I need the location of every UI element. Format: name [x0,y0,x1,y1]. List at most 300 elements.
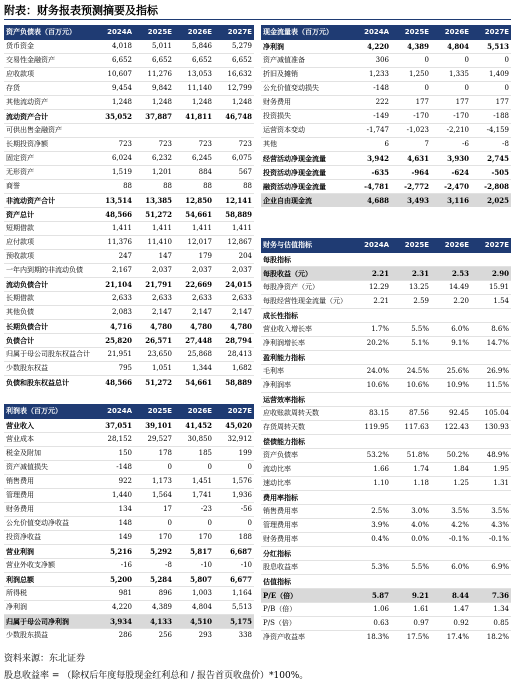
row-label: 管理费用率 [261,519,351,533]
value-cell: -10 [174,559,214,573]
row-label: 每股净资产（元） [261,281,351,295]
value-cell [431,253,471,267]
value-cell [471,547,511,561]
value-cell: 8.44 [431,589,471,603]
value-cell: 4,780 [174,320,214,334]
value-cell: 5,513 [471,40,511,54]
value-cell: 2,167 [94,264,134,278]
value-cell [391,435,431,449]
value-cell: -170 [391,110,431,124]
value-cell: 10,607 [94,68,134,82]
value-cell: 2.5% [351,505,391,519]
table-header-row [261,238,511,253]
row-label: 估值指标 [261,575,351,589]
value-cell: 3.9% [351,519,391,533]
row-label: 资产减值损失 [4,461,94,475]
value-cell: 4,220 [351,40,391,54]
value-cell: 2,633 [214,292,254,306]
row-label: 财务费用 [4,503,94,517]
row-label: 长期投资净额 [4,138,94,152]
value-cell: 6,677 [214,573,254,587]
value-cell: 6,687 [214,545,254,559]
value-cell: 0 [431,54,471,68]
table-row [261,180,511,194]
value-cell: 83.15 [351,407,391,421]
value-cell: 293 [198,631,212,639]
value-cell: 177 [471,96,511,110]
table-title-cell: 资产负债表（百万元） [4,25,94,40]
value-cell: 2,037 [214,264,254,278]
value-cell: 5,292 [134,545,174,559]
row-label: 短期借款 [4,222,94,236]
value-cell: 6,652 [174,54,214,68]
table-row [261,393,511,407]
year-header-cell: 2027E [471,238,511,253]
row-label: 净利润增长率 [261,337,351,351]
value-cell: 896 [134,587,174,601]
value-cell [391,393,431,407]
row-label: 一年内到期的非流动负债 [4,264,94,278]
value-cell: 13.25 [391,281,431,295]
value-cell: 48,566 [94,208,134,222]
value-cell: -149 [351,110,391,124]
value-cell: 2,083 [94,306,134,320]
value-cell: 26.9% [471,365,511,379]
value-cell: 1,248 [94,96,134,110]
value-cell: -188 [471,110,511,124]
value-cell: 5.1% [391,337,431,351]
value-cell: 177 [391,96,431,110]
value-cell: 23,650 [134,348,174,362]
value-cell: 24,015 [214,278,254,292]
value-cell: 6 [351,138,391,152]
value-cell: 15.91 [471,281,511,295]
table-row [4,629,254,643]
value-cell: 1,250 [391,68,431,82]
value-cell: 723 [174,138,214,152]
value-cell: 51,272 [134,208,174,222]
value-cell: 0.0% [391,533,431,547]
table-row [261,110,511,124]
value-cell: 58,889 [225,378,252,387]
value-cell: 48.9% [471,449,511,463]
table-row [4,138,254,152]
value-cell: -6 [431,138,471,152]
row-label: 偿债能力指标 [261,435,351,449]
table-row [261,309,511,323]
table-row [261,281,511,295]
table-row [4,559,254,573]
value-cell: 5.3% [351,561,391,575]
value-cell: 1,411 [134,222,174,236]
value-cell: -0.1% [471,533,511,547]
row-label: 流动比率 [261,463,351,477]
value-cell: 0.97 [391,617,431,631]
value-cell: 14.7% [471,337,511,351]
row-label: 其他 [261,138,351,152]
row-label: 毛利率 [261,365,351,379]
value-cell: 0 [391,54,431,68]
value-cell: 87.56 [391,407,431,421]
row-label: 公允价值变动净收益 [4,517,94,531]
row-label: 预收款项 [4,250,94,264]
row-label: 盈利能力指标 [261,351,351,365]
value-cell: 2.31 [391,267,431,281]
year-header-cell: 2024A [94,404,134,419]
value-cell: 147 [134,250,174,264]
value-cell: 5,279 [214,40,254,54]
value-cell: 2.21 [351,295,391,309]
value-cell: 0.85 [471,617,511,631]
value-cell: 21,791 [134,278,174,292]
table-row [261,421,511,435]
value-cell: 117.63 [391,421,431,435]
value-cell: 0.63 [351,617,391,631]
table-row [4,180,254,194]
value-cell: -4,159 [471,124,511,138]
value-cell: 21,104 [94,278,134,292]
value-cell: 41,811 [174,110,214,124]
value-cell: 5,846 [174,40,214,54]
table-row [4,503,254,517]
value-cell: 28,413 [214,348,254,362]
value-cell [391,351,431,365]
value-cell [431,547,471,561]
value-cell: 17.4% [446,633,469,641]
table-row [261,138,511,152]
row-label: 商誉 [4,180,94,194]
value-cell: 10.6% [351,379,391,393]
row-label: 存货周转天数 [261,421,351,435]
value-cell: 1.47 [431,603,471,617]
value-cell: 25.6% [431,365,471,379]
value-cell: -4,781 [351,180,391,194]
table-row [4,447,254,461]
value-cell [431,309,471,323]
value-cell: 37,051 [94,419,134,433]
value-cell: 2.59 [391,295,431,309]
value-cell: 5.5% [391,561,431,575]
row-label: 每股收益（元） [261,267,351,281]
value-cell: 1,682 [214,362,254,376]
value-cell: 4,018 [94,40,134,54]
row-label: 资产总计 [4,208,94,222]
row-label: 净利润 [261,40,351,54]
value-cell: 4,510 [174,615,214,629]
row-label: 长期负债合计 [4,320,94,334]
row-label: 投资损失 [261,110,351,124]
value-cell: 1,248 [214,96,254,110]
row-label: 营业成本 [4,433,94,447]
value-cell: -964 [391,166,431,180]
value-cell: 1,519 [94,166,134,180]
row-label: 流动负债合计 [4,278,94,292]
value-cell: 28,152 [94,433,134,447]
row-label: 应付款项 [4,236,94,250]
value-cell [214,124,254,138]
value-cell: 12,799 [214,82,254,96]
table-row [4,264,254,278]
row-label: 应收账款周转天数 [261,407,351,421]
value-cell: 170 [174,531,214,545]
value-cell [431,435,471,449]
table-row [4,278,254,292]
value-cell [471,253,511,267]
value-cell: 122.43 [431,421,471,435]
value-cell: 3.5% [471,505,511,519]
row-label: 货币资金 [4,40,94,54]
value-cell: 8.6% [471,323,511,337]
value-cell: 567 [214,166,254,180]
value-cell: 178 [134,447,174,461]
table-row [4,475,254,489]
value-cell [471,393,511,407]
value-cell: 4.2% [431,519,471,533]
row-label: 非流动资产合计 [4,194,94,208]
value-cell: 18.2% [486,633,509,641]
value-cell: 130.93 [471,421,511,435]
value-cell: -8 [134,559,174,573]
value-cell: 1.34 [471,603,511,617]
table-title-cell: 利润表（百万元） [4,404,94,419]
value-cell: 13,514 [94,194,134,208]
value-cell: 6,024 [94,152,134,166]
value-cell: 11,410 [134,236,174,250]
value-cell [351,547,391,561]
row-label: 每股经营性现金流量（元） [261,295,351,309]
value-cell [471,351,511,365]
table-row [261,124,511,138]
value-cell: 11,376 [94,236,134,250]
value-cell: 11.5% [471,379,511,393]
value-cell: 185 [174,447,214,461]
table-row [261,575,511,589]
row-label: 营业外收支净额 [4,559,94,573]
row-label: 运营资本变动 [261,124,351,138]
value-cell: 1.95 [471,463,511,477]
value-cell: 6,245 [174,152,214,166]
value-cell: 14.49 [431,281,471,295]
table-row [4,68,254,82]
row-label: 少数股东损益 [6,631,48,639]
table-row [4,82,254,96]
table-row [4,376,254,390]
value-cell: 25,820 [94,334,134,348]
row-label: 负债合计 [4,334,94,348]
value-cell: 17 [134,503,174,517]
table-title-cell: 财务与估值指标 [261,238,351,253]
value-cell: 5,216 [94,545,134,559]
row-label: 销售费用率 [261,505,351,519]
value-cell: 1,201 [134,166,174,180]
value-cell: 723 [214,138,254,152]
table-row [4,110,254,124]
row-label: 税金及附加 [4,447,94,461]
value-cell: 1.74 [391,463,431,477]
value-cell: 179 [174,250,214,264]
value-cell: -2,470 [431,180,471,194]
value-cell: 2.53 [431,267,471,281]
value-cell: 30,850 [174,433,214,447]
value-cell: -56 [214,503,254,517]
table-row [261,505,511,519]
value-cell [391,253,431,267]
table-row [4,587,254,601]
table-row [4,54,254,68]
row-label: P/E（倍） [261,589,351,603]
value-cell: 723 [134,138,174,152]
table-row [261,68,511,82]
value-cell: 2,025 [471,194,511,208]
table-row [4,96,254,110]
value-cell: 1.06 [351,603,391,617]
value-cell: 9.1% [431,337,471,351]
page-title: 附表：财务报表预测摘要及指标 [4,3,511,20]
value-cell: 12,850 [174,194,214,208]
row-label: 净资产收益率 [263,633,305,641]
year-header-cell: 2025E [134,404,174,419]
row-label: 净利润 [4,601,94,615]
value-cell: 18.3% [366,633,389,641]
value-cell: 51,272 [145,378,172,387]
value-cell: 3,942 [351,152,391,166]
row-label: 营业利润 [4,545,94,559]
value-cell: 1.54 [471,295,511,309]
table-row [261,533,511,547]
table-header-row [4,25,254,40]
value-cell: 17.5% [406,633,429,641]
value-cell: 20.2% [351,337,391,351]
row-label: 财务费用率 [261,533,351,547]
value-cell: 5,284 [134,573,174,587]
value-cell: 1,173 [134,475,174,489]
row-label: 财务费用 [261,96,351,110]
value-cell: 24.0% [351,365,391,379]
value-cell: 4,716 [94,320,134,334]
value-cell: 3,493 [391,194,431,208]
value-cell [351,393,391,407]
value-cell: 1,344 [174,362,214,376]
value-cell [431,575,471,589]
value-cell: 1,564 [134,489,174,503]
value-cell: 3,116 [431,194,471,208]
year-header-cell: 2026E [174,404,214,419]
table-row [261,379,511,393]
year-header-cell: 2026E [174,25,214,40]
value-cell [174,124,214,138]
value-cell: 32,912 [214,433,254,447]
table-row [261,617,511,631]
value-cell: 13,385 [134,194,174,208]
value-cell: 2.90 [471,267,511,281]
year-header-cell: 2024A [94,25,134,40]
table-row [261,267,511,281]
row-label: 资产减值准备 [261,54,351,68]
row-label: 利润总额 [4,573,94,587]
table-row [261,477,511,491]
table-row [4,348,254,362]
value-cell: 1,003 [174,587,214,601]
value-cell: 2,037 [174,264,214,278]
value-cell: 39,101 [134,419,174,433]
value-cell: 12,141 [214,194,254,208]
value-cell: 256 [158,631,172,639]
value-cell: 1,936 [214,489,254,503]
table-row [4,124,254,138]
value-cell: 92.45 [431,407,471,421]
value-cell [351,491,391,505]
value-cell: 4.3% [471,519,511,533]
table-header-row [261,25,511,40]
value-cell: 1,440 [94,489,134,503]
value-cell: 134 [94,503,134,517]
value-cell: 3,934 [94,615,134,629]
value-cell: 58,889 [214,208,254,222]
row-label: 营业收入 [4,419,94,433]
year-header-cell: 2026E [431,238,471,253]
value-cell: 247 [94,250,134,264]
value-cell: 1,051 [134,362,174,376]
value-cell: 1,233 [351,68,391,82]
year-header-cell: 2027E [214,25,254,40]
value-cell [134,124,174,138]
value-cell [471,575,511,589]
value-cell [391,575,431,589]
table-row [261,603,511,617]
table-row [4,40,254,54]
table-row [4,250,254,264]
table-row [261,82,511,96]
table-row [261,561,511,575]
dividend-yield-note: 股息收益率 = （除权后年度每股现金红利总和 / 报告首页收盘价）*100%。 [4,671,309,681]
value-cell [431,393,471,407]
value-cell: 26,571 [134,334,174,348]
table-row [4,419,254,433]
financial-indicators-table [261,238,511,644]
value-cell: 922 [94,475,134,489]
value-cell: 2,633 [94,292,134,306]
row-label: P/S（倍） [261,617,351,631]
value-cell: 1.10 [351,477,391,491]
row-label: 无形资产 [4,166,94,180]
row-label: 折旧及摊销 [261,68,351,82]
value-cell: 28,794 [214,334,254,348]
value-cell: 177 [431,96,471,110]
value-cell: 2,745 [471,152,511,166]
source-note: 资料来源：东北证券 [4,654,86,664]
table-row [261,40,511,54]
value-cell: 9.21 [391,589,431,603]
table-row [261,351,511,365]
value-cell [351,351,391,365]
value-cell: 12,017 [174,236,214,250]
table-header-row [4,404,254,419]
value-cell: 4,220 [94,601,134,615]
table-title-cell: 现金流量表（百万元） [261,25,351,40]
value-cell: 3.0% [391,505,431,519]
table-row [261,166,511,180]
value-cell: 1.84 [431,463,471,477]
row-label: 少数股东权益 [4,362,94,376]
value-cell: 3.5% [431,505,471,519]
year-header-cell: 2027E [214,404,254,419]
value-cell: 12,867 [214,236,254,250]
row-label: 交易性金融资产 [4,54,94,68]
value-cell: 22,669 [174,278,214,292]
row-label: 费用率指标 [261,491,351,505]
year-header-cell: 2027E [471,25,511,40]
value-cell: 88 [134,180,174,194]
